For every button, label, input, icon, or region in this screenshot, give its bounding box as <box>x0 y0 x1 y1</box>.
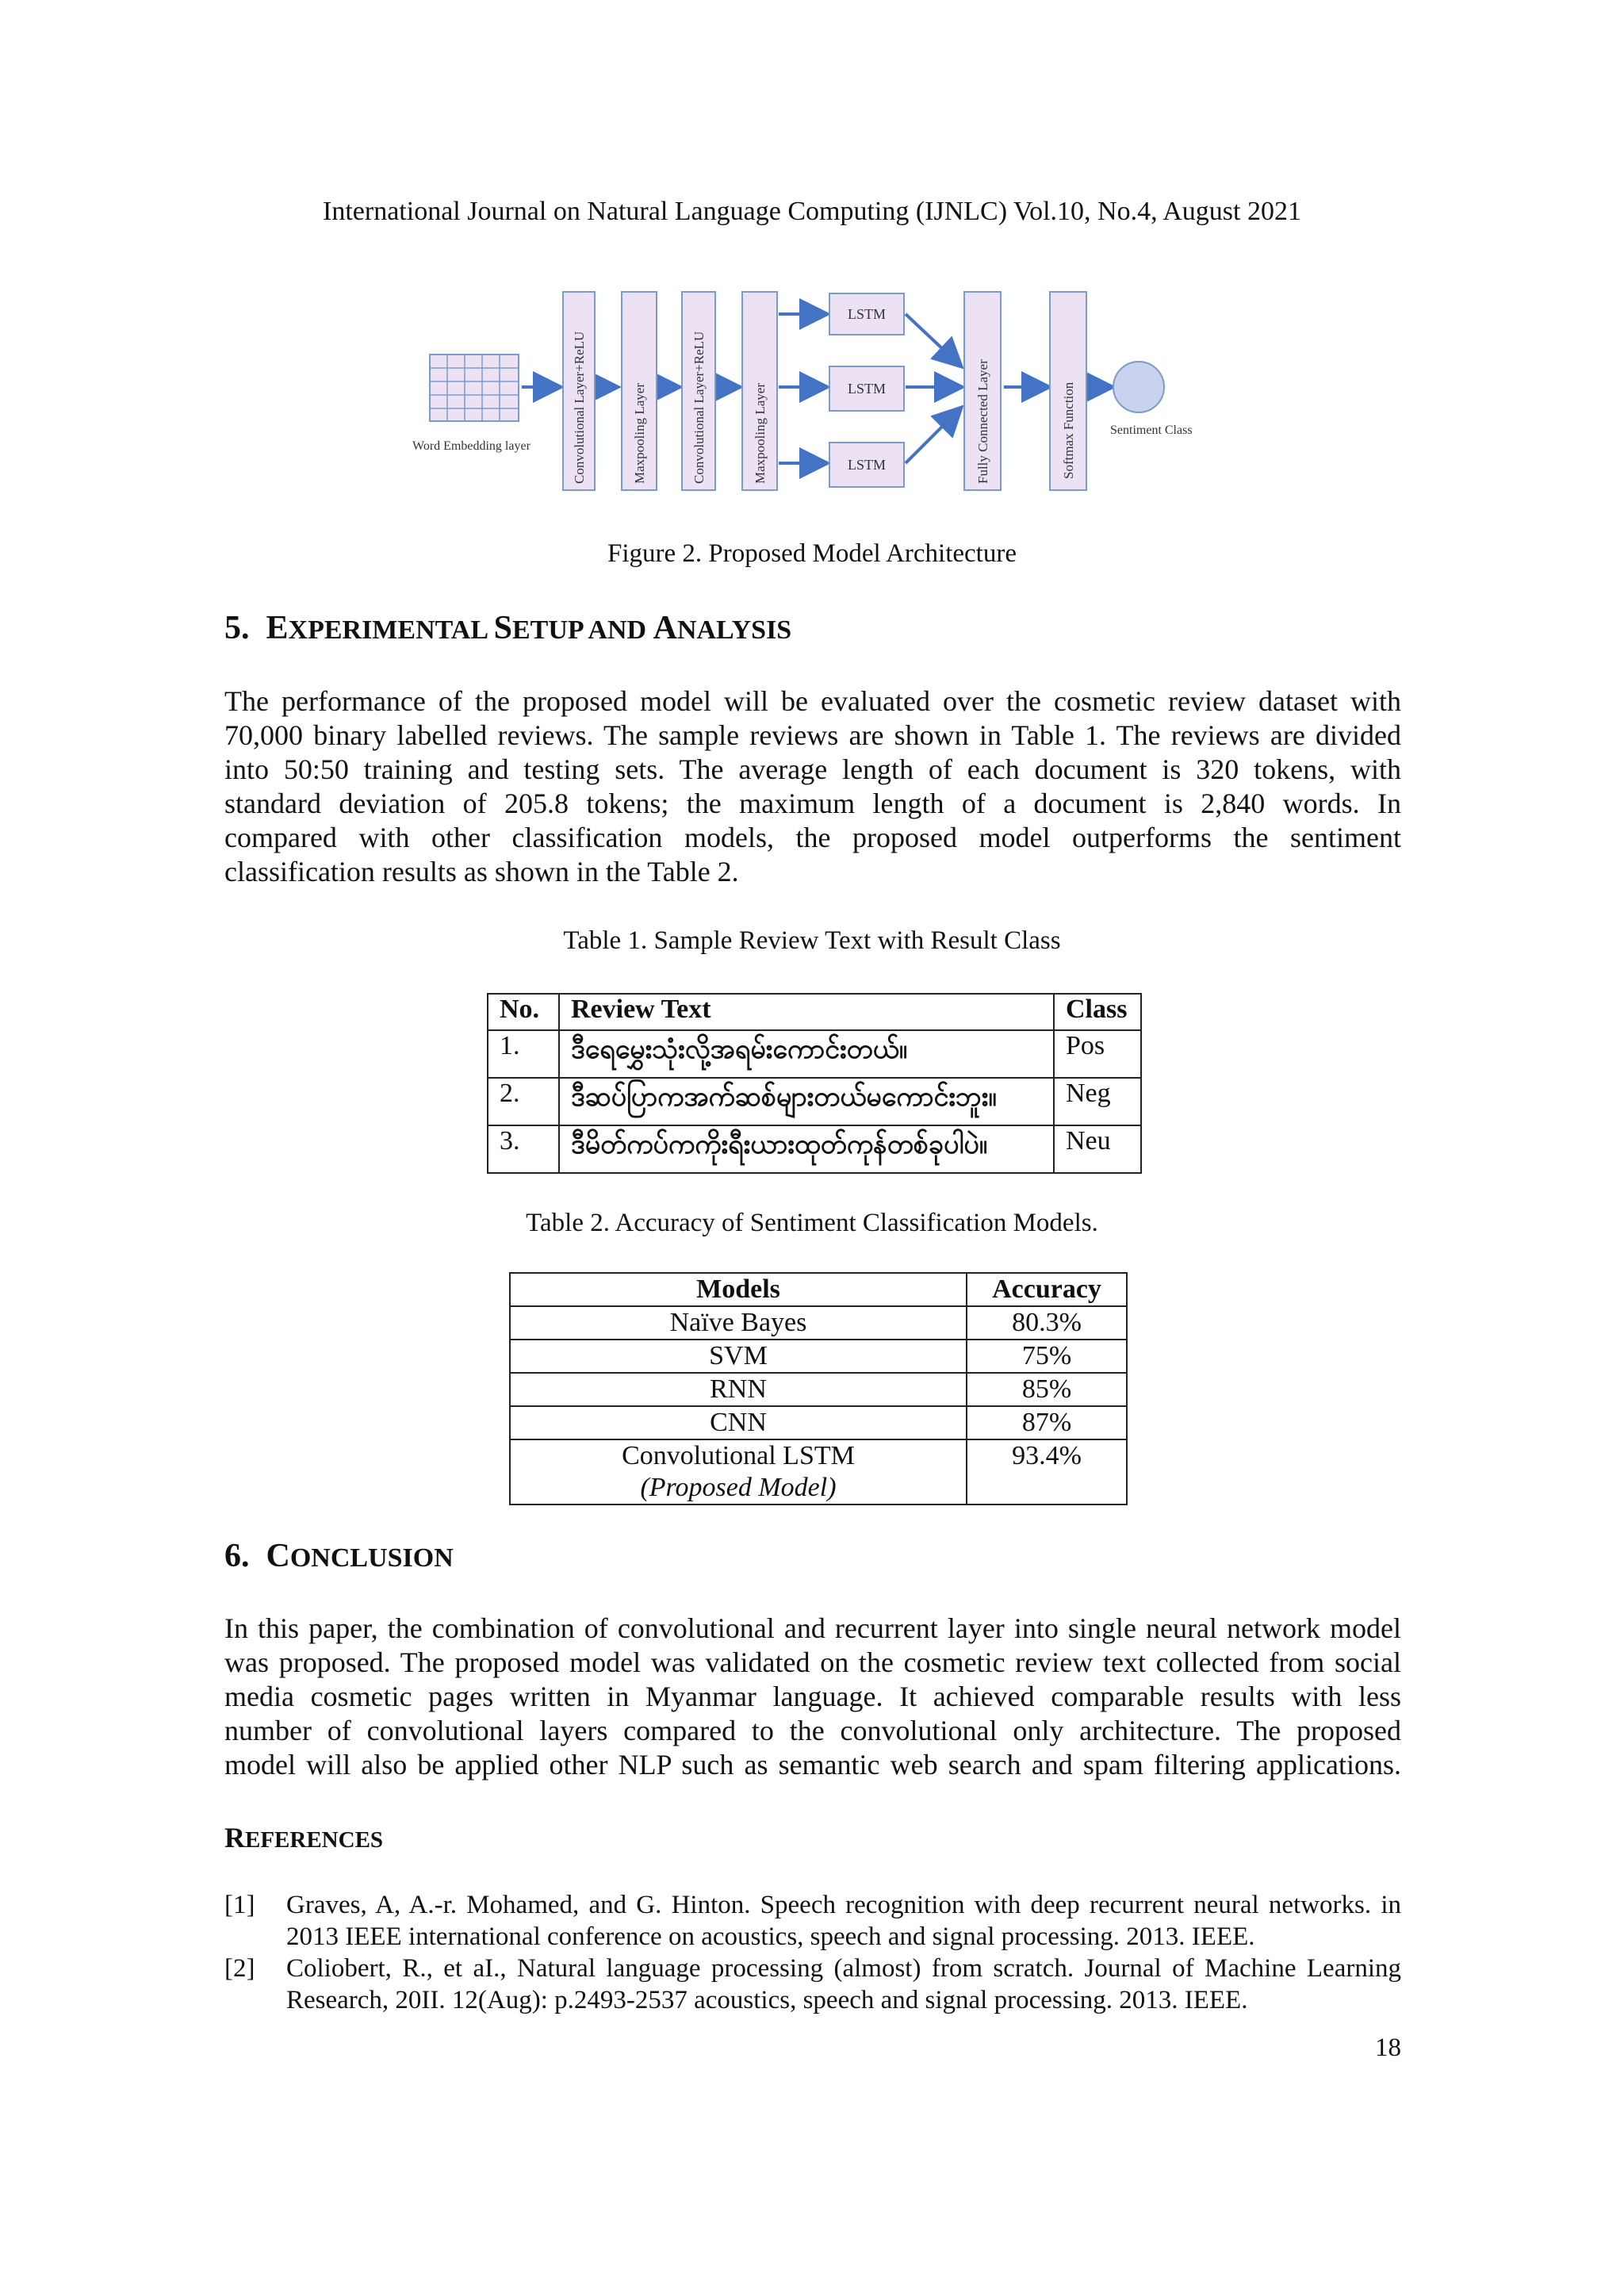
word-embedding-label: Word Embedding layer <box>412 439 530 453</box>
lstm-cell-3 <box>829 443 904 487</box>
table-row <box>510 1373 1127 1406</box>
reference-number: [2] <box>224 1954 255 1983</box>
table-row <box>510 1306 1127 1340</box>
lstm-cell-2 <box>829 366 904 411</box>
table-row <box>510 1406 1127 1439</box>
sentiment-class-node <box>1113 362 1164 412</box>
figure-caption: Figure 2. Proposed Model Architecture <box>607 539 1017 568</box>
section-5-paragraph <box>224 684 1401 889</box>
section-6-paragraph <box>224 1612 1401 1782</box>
table-1-caption: Table 1. Sample Review Text with Result Class <box>563 926 1061 955</box>
maxpool-layer-1-label: Maxpooling Layer <box>632 383 647 484</box>
header-review-text: Review Text <box>559 994 1054 1030</box>
conv-layer-2-label: Convolutional Layer+ReLU <box>691 331 707 484</box>
heading-cap: C <box>266 1538 290 1574</box>
review-text: ဒီဆပ်ပြာကအက်ဆစ်များတယ်မကောင်းဘူး။ <box>559 1078 1054 1125</box>
para-line: 70,000 binary labelled reviews. The sample reviews are shown in Table 1. The reviews are divided <box>224 719 1401 751</box>
section-number: 5. <box>224 610 250 646</box>
para-line: compared with other classification models, the proposed model outperforms the sentiment <box>224 822 1401 853</box>
para-line: model will also be applied other NLP such as semantic web search and spam filtering applications. <box>224 1749 1401 1780</box>
section-5-heading <box>224 609 791 647</box>
word-embedding-grid <box>430 355 519 421</box>
lstm-cell-1 <box>829 293 904 335</box>
model-name: Convolutional LSTM <box>622 1441 855 1470</box>
fully-connected-layer <box>964 292 1001 490</box>
running-header: International Journal on Natural Language Computing (IJNLC) Vol.10, No.4, August 2021 <box>323 197 1301 226</box>
table-row <box>488 1030 1141 1078</box>
model-accuracy: 80.3% <box>967 1306 1127 1340</box>
result-class: Neg <box>1054 1078 1141 1125</box>
reference-number: [1] <box>224 1891 255 1919</box>
maxpool-layer-2-label: Maxpooling Layer <box>753 383 768 484</box>
para-line: In this paper, the combination of convolutional and recurrent layer into single neural network model <box>224 1612 1401 1644</box>
reference-text: Coliobert, R., et aI., Natural language processing (almost) from scratch. Journal of Machine Learning Research, 20II. 12(Aug): p.2493-2537 acoustics, speech and signal processing. 2013. IEEE. <box>286 1954 1401 2014</box>
heading-small-caps: XPERIMENTAL <box>288 615 494 645</box>
maxpool-layer-1 <box>622 292 657 490</box>
reference-item <box>224 1889 1401 1953</box>
table-row <box>488 1078 1141 1125</box>
softmax-layer <box>1050 292 1086 490</box>
model-note: (Proposed Model) <box>640 1473 837 1502</box>
para-line: standard deviation of 205.8 tokens; the maximum length of a document is 2,840 words. In <box>224 788 1401 819</box>
model-name: Naïve Bayes <box>510 1306 967 1340</box>
table-header-row <box>510 1273 1127 1306</box>
heading-cap: E <box>266 610 289 646</box>
review-text: ဒီရေမွှေးသုံးလို့အရမ်းကောင်းတယ်။ <box>559 1030 1054 1078</box>
para-line: The performance of the proposed model will be evaluated over the cosmetic review dataset with <box>224 685 1401 717</box>
heading-cap: S <box>493 610 512 646</box>
page-number: 18 <box>1375 2033 1401 2062</box>
row-number: 1. <box>488 1030 559 1078</box>
para-line: was proposed. The proposed model was validated on the cosmetic review text collected from social <box>224 1646 1401 1678</box>
table-2-caption: Table 2. Accuracy of Sentiment Classification Models. <box>526 1209 1098 1237</box>
conv-layer-1 <box>563 292 595 490</box>
model-accuracy: 87% <box>967 1406 1127 1439</box>
heading-small-caps: ETUP AND <box>512 615 653 645</box>
header-accuracy: Accuracy <box>967 1273 1127 1306</box>
references-heading <box>224 1821 383 1854</box>
lstm-label: LSTM <box>847 457 887 473</box>
sentiment-class-label: Sentiment Class <box>1110 424 1193 437</box>
table-row <box>510 1439 1127 1504</box>
maxpool-layer-2 <box>742 292 777 490</box>
row-number: 2. <box>488 1078 559 1125</box>
architecture-diagram <box>404 279 1213 509</box>
para-line: number of convolutional layers compared to the convolutional only architecture. The proposed <box>224 1715 1401 1746</box>
model-name: RNN <box>510 1373 967 1406</box>
sample-review-table <box>487 993 1142 1174</box>
result-class: Neu <box>1054 1125 1141 1173</box>
lstm-label: LSTM <box>847 381 887 397</box>
reference-item <box>224 1953 1401 2016</box>
review-text: ဒီမိတ်ကပ်ကကိုးရီးယားထုတ်ကုန်တစ်ခုပါပဲ။ <box>559 1125 1054 1173</box>
accuracy-table <box>509 1272 1128 1505</box>
header-class: Class <box>1054 994 1141 1030</box>
para-line: into 50:50 training and testing sets. The average length of each document is 320 tokens, with <box>224 753 1401 785</box>
header-no: No. <box>488 994 559 1030</box>
section-number: 6. <box>224 1538 250 1574</box>
row-number: 3. <box>488 1125 559 1173</box>
para-line: classification results as shown in the Table 2. <box>224 856 739 887</box>
model-accuracy: 85% <box>967 1373 1127 1406</box>
lstm-label: LSTM <box>847 306 887 322</box>
para-line: media cosmetic pages written in Myanmar language. It achieved comparable results with less <box>224 1681 1401 1712</box>
model-name: CNN <box>510 1406 967 1439</box>
model-name: SVM <box>510 1340 967 1373</box>
conv-layer-1-label: Convolutional Layer+ReLU <box>572 331 587 484</box>
fully-connected-label: Fully Connected Layer <box>975 359 990 484</box>
model-accuracy: 75% <box>967 1340 1127 1373</box>
heading-small-caps: EFERENCES <box>245 1827 384 1853</box>
heading-small-caps: NALYSIS <box>676 615 792 645</box>
table-header-row <box>488 994 1141 1030</box>
reference-text: Graves, A, A.-r. Mohamed, and G. Hinton. Speech recognition with deep recurrent neural networks. in 2013 IEEE international conference on acoustics, speech and signal processing. 2013. IEEE. <box>286 1891 1401 1951</box>
model-accuracy: 93.4% <box>967 1439 1127 1504</box>
conv-layer-2 <box>682 292 715 490</box>
heading-small-caps: ONCLUSION <box>289 1543 454 1573</box>
heading-cap: A <box>653 610 677 646</box>
heading-cap: R <box>224 1822 245 1853</box>
table-row <box>510 1340 1127 1373</box>
table-row <box>488 1125 1141 1173</box>
section-6-heading <box>224 1537 454 1575</box>
model-name-cell <box>510 1439 967 1504</box>
header-models: Models <box>510 1273 967 1306</box>
softmax-label: Softmax Function <box>1061 381 1076 479</box>
result-class: Pos <box>1054 1030 1141 1078</box>
